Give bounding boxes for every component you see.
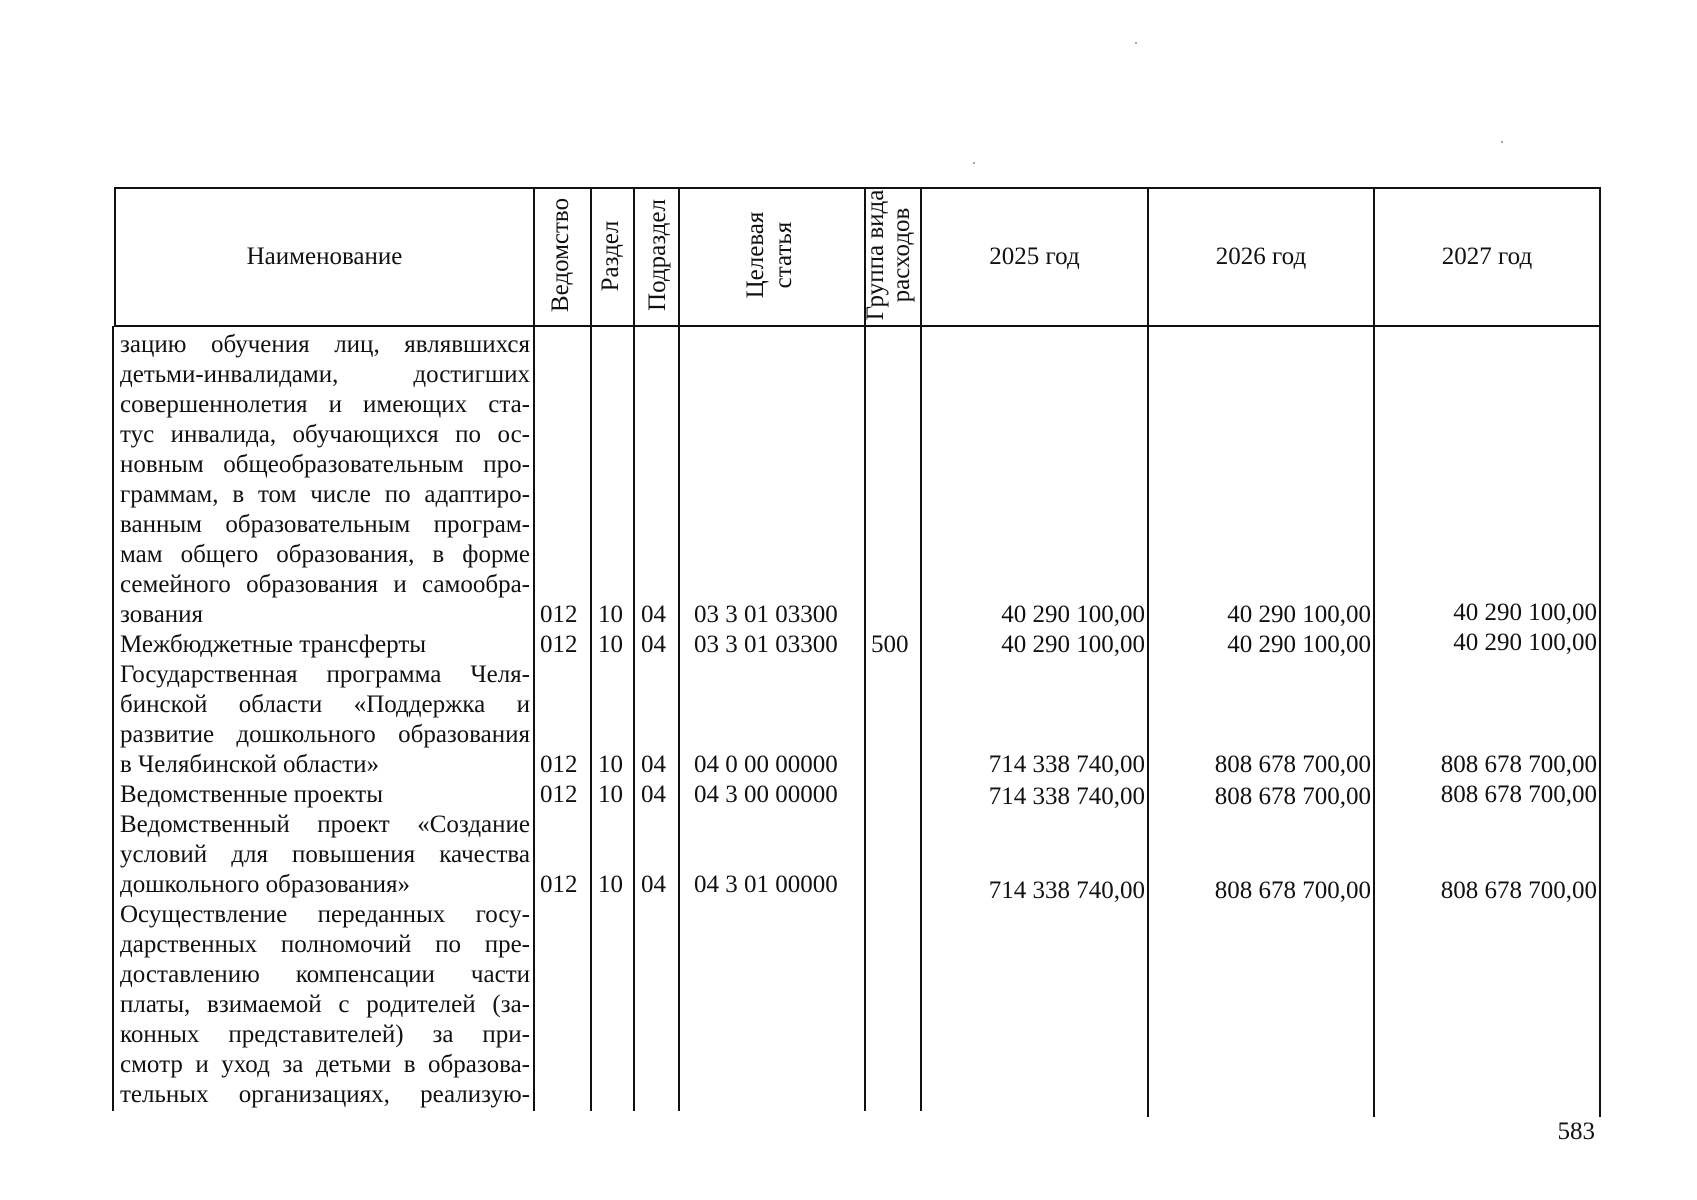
col-border	[633, 187, 635, 1111]
row-name-line: тус инвалида, обучающихся по ос-	[120, 421, 530, 448]
cell-podrazdel: 04	[641, 781, 666, 808]
header-2027: 2027 год	[1441, 242, 1533, 270]
row-name-line: Осуществление переданных госу-	[120, 901, 530, 928]
row-name-line: развитие дошкольного образования	[120, 721, 530, 748]
header-2026: 2026 год	[1215, 242, 1307, 270]
row-name-line: совершеннолетия и имеющих ста-	[120, 391, 530, 418]
cell-vedomstvo: 012	[540, 631, 578, 658]
row-name	[120, 630, 530, 660]
row-name	[120, 900, 530, 1110]
cell-celevaya-statya: 04 3 00 00000	[694, 781, 838, 808]
cell-celevaya-statya: 03 3 01 03300	[694, 601, 838, 628]
row-name-line: бинской области «Поддержка и	[120, 691, 530, 718]
row-name	[120, 330, 530, 630]
header-bottom-border	[114, 325, 1601, 327]
row-name	[120, 660, 530, 780]
row-name-line: доставлению компенсации части	[120, 961, 530, 988]
col-border	[590, 187, 592, 1111]
col-border	[678, 187, 680, 1111]
cell-2025: 40 290 100,00	[1001, 631, 1145, 658]
cell-2026: 808 678 700,00	[1214, 751, 1371, 778]
header-gruppa-line1: Группа вида	[862, 189, 889, 321]
header-gruppa-vida-rashodov	[863, 187, 921, 323]
cell-2025: 40 290 100,00	[1001, 601, 1145, 628]
header-celevaya-statya	[742, 187, 800, 323]
row-name-line: ванным образовательным програм-	[120, 511, 530, 538]
header-podrazdel: Подраздел	[644, 199, 671, 311]
cell-podrazdel: 04	[641, 631, 666, 658]
row-name-line: мам общего образования, в форме	[120, 541, 530, 568]
row-name-line: дошкольного образования»	[120, 871, 411, 898]
cell-2026: 40 290 100,00	[1227, 601, 1371, 628]
col-border-left	[112, 326, 114, 1111]
cell-2026: 40 290 100,00	[1227, 631, 1371, 658]
cell-celevaya-statya: 03 3 01 03300	[694, 631, 838, 658]
cell-2026: 808 678 700,00	[1214, 877, 1371, 904]
cell-razdel: 10	[598, 601, 623, 628]
col-border	[533, 187, 535, 1111]
cell-2027: 40 290 100,00	[1453, 599, 1597, 626]
cell-podrazdel: 04	[641, 871, 666, 898]
header-celevaya-line2: статья	[770, 221, 797, 289]
row-name-line: смотр и уход за детьми в образова-	[120, 1051, 530, 1078]
row-name-line: зования	[120, 601, 204, 628]
row-name-line: детьми-инвалидами, достигших	[120, 361, 530, 388]
cell-2027: 40 290 100,00	[1453, 629, 1597, 656]
cell-2027: 808 678 700,00	[1440, 877, 1597, 904]
row-name-line: Ведомственный проект «Создание	[120, 811, 530, 838]
row-name-line: Государственная программа Челя-	[120, 661, 530, 688]
cell-2025: 714 338 740,00	[988, 751, 1145, 778]
scan-speck	[973, 162, 975, 164]
col-border-right	[1599, 187, 1601, 1117]
cell-razdel: 10	[598, 871, 623, 898]
header-celevaya-line1: Целевая	[742, 211, 769, 299]
cell-2026: 808 678 700,00	[1214, 783, 1371, 810]
row-name-line: зацию обучения лиц, являвшихся	[120, 331, 530, 358]
cell-celevaya-statya: 04 0 00 00000	[694, 751, 838, 778]
page-number: 583	[1557, 1118, 1595, 1145]
row-name-line: семейного образования и самообра-	[120, 571, 530, 598]
cell-podrazdel: 04	[641, 751, 666, 778]
row-name-line: дарственных полномочий по пре-	[120, 931, 530, 958]
row-name-line: новным общеобразовательным про-	[120, 451, 530, 478]
cell-podrazdel: 04	[641, 601, 666, 628]
row-name	[120, 810, 530, 900]
cell-razdel: 10	[598, 781, 623, 808]
scan-speck	[1135, 42, 1137, 44]
header-2025: 2025 год	[989, 242, 1080, 270]
cell-vedomstvo: 012	[540, 781, 578, 808]
row-name-line: платы, взимаемой с родителей (за-	[120, 991, 530, 1018]
cell-2027: 808 678 700,00	[1440, 751, 1597, 778]
header-vedomstvo: Ведомство	[547, 197, 574, 313]
cell-vedomstvo: 012	[540, 751, 578, 778]
row-name-line: Ведомственные проекты	[120, 781, 384, 808]
row-name-line: условий для повышения качества	[120, 841, 530, 868]
cell-razdel: 10	[598, 631, 623, 658]
cell-celevaya-statya: 04 3 01 00000	[694, 871, 838, 898]
cell-2025: 714 338 740,00	[988, 783, 1145, 810]
row-name-line: тельных организациях, реализую-	[120, 1081, 530, 1108]
cell-razdel: 10	[598, 751, 623, 778]
cell-gruppa-vida: 500	[871, 631, 909, 658]
row-name-line: Межбюджетные трансферты	[120, 631, 427, 658]
cell-vedomstvo: 012	[540, 871, 578, 898]
cell-vedomstvo: 012	[540, 601, 578, 628]
header-gruppa-line2: расходов	[888, 207, 915, 303]
row-name-line: конных представителей) за при-	[120, 1021, 530, 1048]
cell-2027: 808 678 700,00	[1440, 781, 1597, 808]
row-name-line: в Челябинской области»	[120, 751, 380, 778]
cell-2025: 714 338 740,00	[988, 877, 1145, 904]
header-razdel: Раздел	[597, 220, 624, 292]
scan-speck	[1501, 141, 1503, 143]
col-border	[864, 187, 866, 1111]
row-name	[120, 780, 530, 810]
header-name: Наименование	[246, 242, 403, 270]
row-name-line: граммам, в том числе по адаптиро-	[120, 481, 530, 508]
